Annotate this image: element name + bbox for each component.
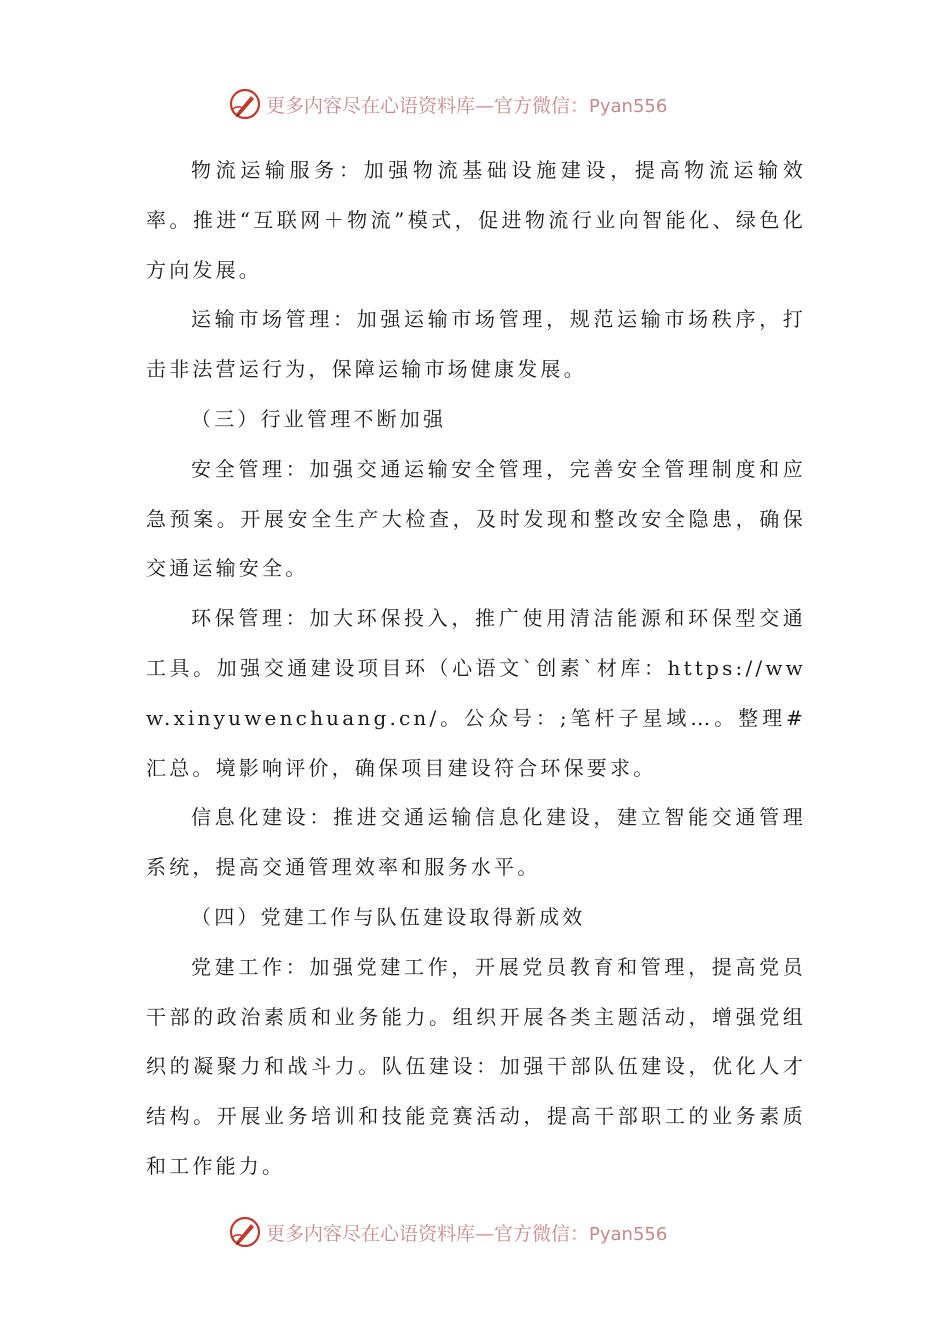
paragraph-party-team-building: 党建工作：加强党建工作，开展党员教育和管理，提高党员干部的政治素质和业务能力。组织开展各类主题活动，增强党组织的凝聚力和战斗力。队伍建设：加强干部队伍建设，优化人才结构。开展业务培训和技能竞赛活动，提高干部职工的业务素质和工作能力。: [146, 954, 806, 1178]
document-body: [146, 146, 806, 1192]
watermark-handle: Pyan556: [589, 95, 668, 117]
watermark-text: 更多内容尽在心语资料库—官方微信：Pyan556: [266, 94, 668, 117]
watermark-handle: Pyan556: [589, 1223, 668, 1245]
paragraph-safety-management: 安全管理：加强交通运输安全管理，完善安全管理制度和应急预案。开展安全生产大检查，及时发现和整改安全隐患，确保交通运输安全。: [146, 456, 806, 581]
paragraph-logistics-service: 物流运输服务：加强物流基础设施建设，提高物流运输效率。推进“互联网＋物流”模式，促进物流行业向智能化、绿色化方向发展。: [146, 158, 806, 282]
section-heading-industry-management: （三）行业管理不断加强: [191, 406, 447, 431]
header-watermark: [228, 84, 667, 124]
paragraph-informatization: 信息化建设：推进交通运输信息化建设，建立智能交通管理系统，提高交通管理效率和服务水平。: [146, 805, 806, 880]
paragraph-environmental-management: 环保管理：加大环保投入，推广使用清洁能源和环保型交通工具。加强交通建设项目环（心语文`创素`材库：https://www.xinyuwenchuang.cn/。公众号：;笔杆子星域…。整理#汇总。境影响评价，确保项目建设符合环保要求。: [146, 606, 806, 780]
watermark-text: 更多内容尽在心语资料库—官方微信：Pyan556: [266, 1222, 668, 1245]
paragraph-transport-market: 运输市场管理：加强运输市场管理，规范运输市场秩序，打击非法营运行为，保障运输市场健康发展。: [146, 307, 806, 382]
footer-watermark: [228, 1212, 667, 1252]
pen-logo-icon: [228, 87, 262, 121]
section-heading-party-building: （四）党建工作与队伍建设取得新成效: [191, 904, 586, 929]
pen-logo-icon: [228, 1215, 262, 1249]
